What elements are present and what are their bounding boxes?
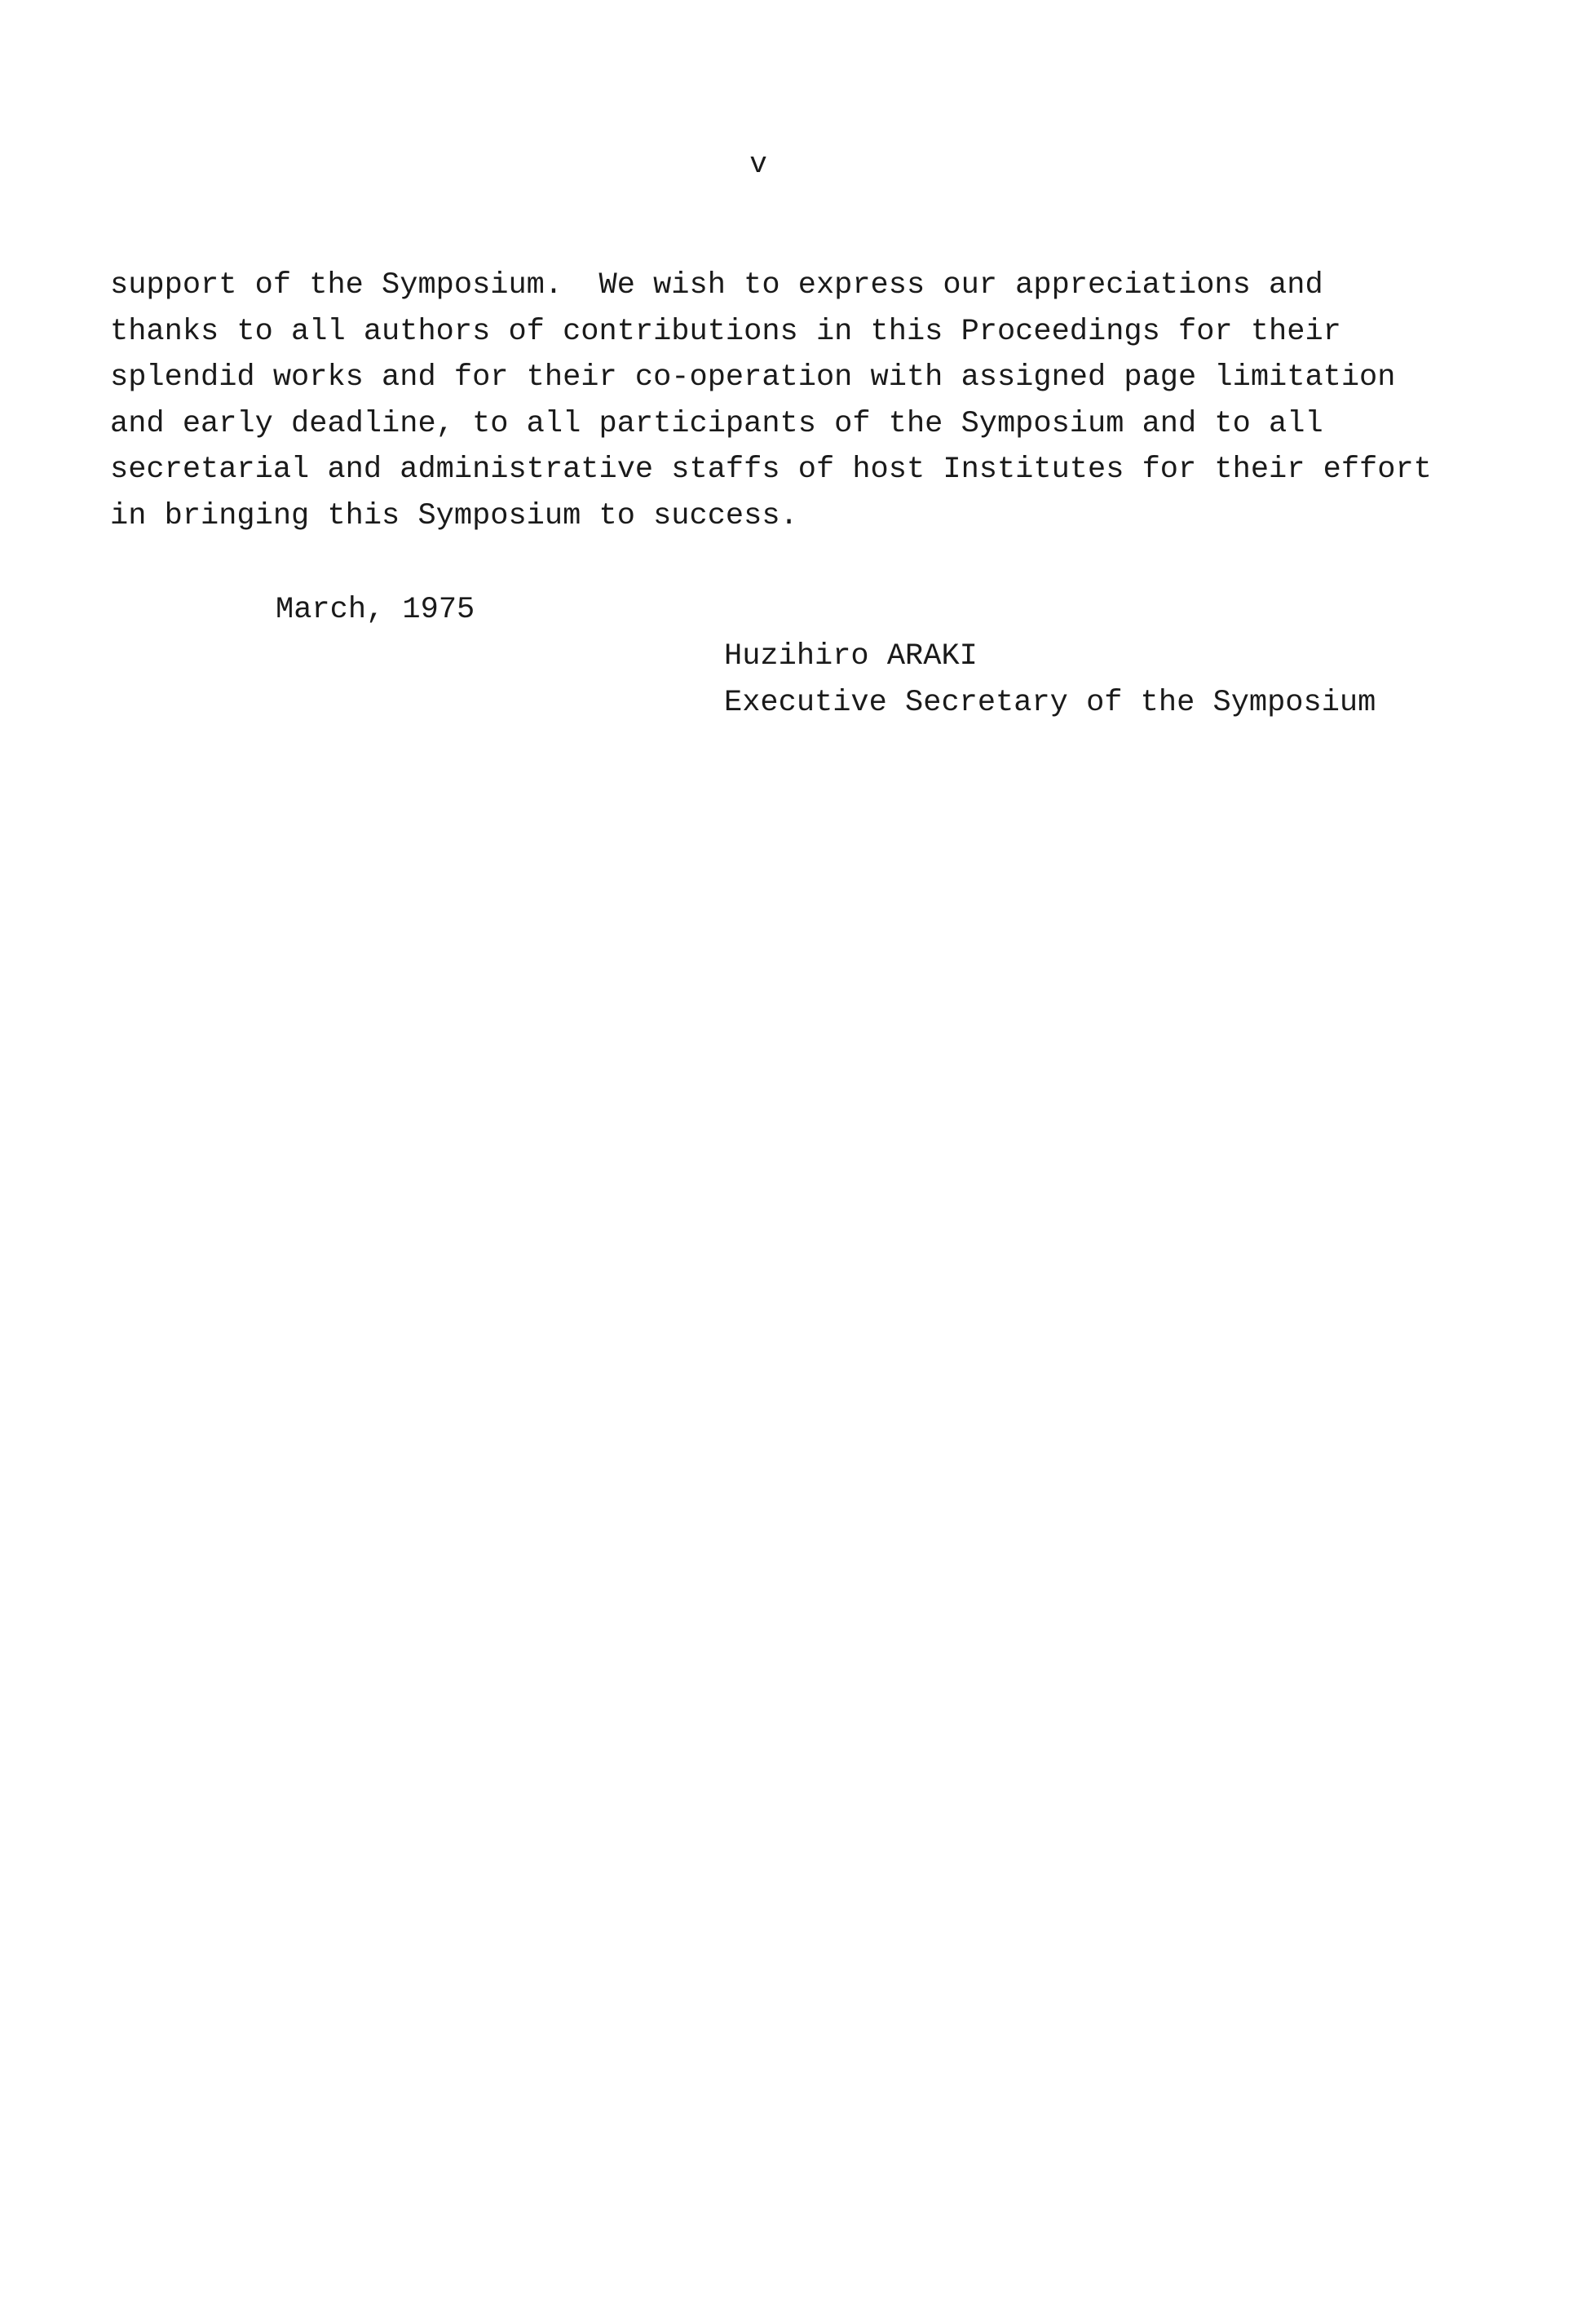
paragraph-line: and early deadline, to all participants of the Symposium and to all <box>110 406 1323 441</box>
paragraph-line: secretarial and administrative staffs of host Institutes for their effort <box>110 453 1432 487</box>
signatory-name: Huzihiro ARAKI <box>724 639 978 674</box>
paragraph-line: in bringing this Symposium to success. <box>110 498 798 533</box>
paragraph-line: thanks to all authors of contributions in this Proceedings for their <box>110 314 1341 349</box>
body-paragraph <box>110 263 1513 539</box>
date-line: March, 1975 <box>276 593 475 627</box>
signatory-title: Executive Secretary of the Symposium <box>724 685 1376 720</box>
page-number: v <box>749 148 767 181</box>
paragraph-line: splendid works and for their co-operation with assigned page limitation <box>110 360 1396 395</box>
signature-block <box>724 634 1376 726</box>
paragraph-line: support of the Symposium. We wish to express our appreciations and <box>110 268 1323 303</box>
